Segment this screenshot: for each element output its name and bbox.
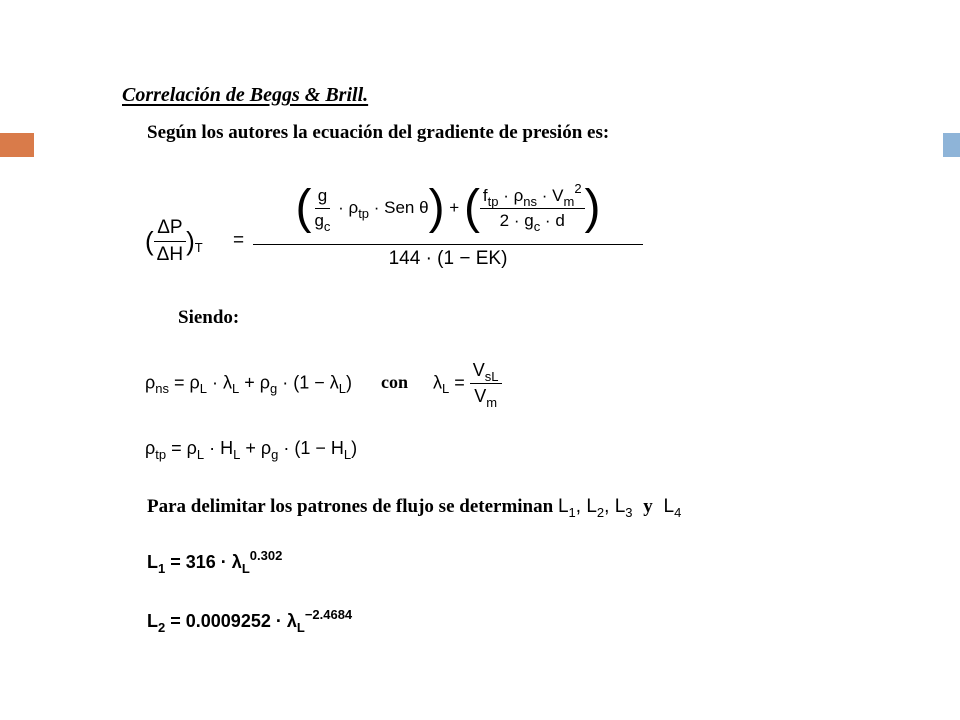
intro-text: Según los autores la ecuación del gradiente de presión es:: [147, 122, 610, 143]
flow-pattern-text: Para delimitar los patrones de flujo se determinan $L_1$, $L_2$, $L_3$ y $L_4$: [147, 496, 682, 520]
accent-bar-right: [943, 133, 960, 157]
L2-equation: $L_2 = 0.0009252 \cdot \lambda_L^{-2.4684}$: [147, 607, 353, 635]
lhs-term: ( $\frac{\Delta P}{\Delta H}$ )$_T$: [145, 217, 203, 265]
gradient-fraction: ( $\frac{g}{g_c}$ · ρ tp · Sen θ ) + ( $\frac{f_{tp} \cdot \rho_{ns} \cdot V_m^2}{2 \cdot g_c \cdot d}$ ) 144 · (1 − EK): [253, 172, 643, 270]
section-title: Correlación de Beggs & Brill.: [122, 84, 369, 106]
siendo-label: Siendo:: [178, 307, 240, 328]
rho-ns-equation: $\rho_{ns} = \rho_L \cdot \lambda_L + \rho_g \cdot (1 - \lambda_L)$ con $\lambda_L$ = $\frac{V_{sL}}{V_m}$: [145, 360, 502, 407]
rho-tp-equation: $\rho_{tp} = \rho_L \cdot H_L + \rho_g \cdot (1 - H_L)$: [145, 438, 358, 462]
accent-bar-left: [0, 133, 34, 157]
L1-equation: $L_1 = 316 \cdot \lambda_L^{0.302}$: [147, 548, 283, 576]
pressure-gradient-equation: ( $\frac{\Delta P}{\Delta H}$ )$_T$ = ( $\frac{g}{g_c}$ · ρ tp · Sen θ ) + ( $\frac{f_{tp} \cdot \rho_{ns} \cdot V_m^2}{2 \cdot g_c \cdot d}$ ) 144 · (1 − EK): [145, 172, 645, 282]
